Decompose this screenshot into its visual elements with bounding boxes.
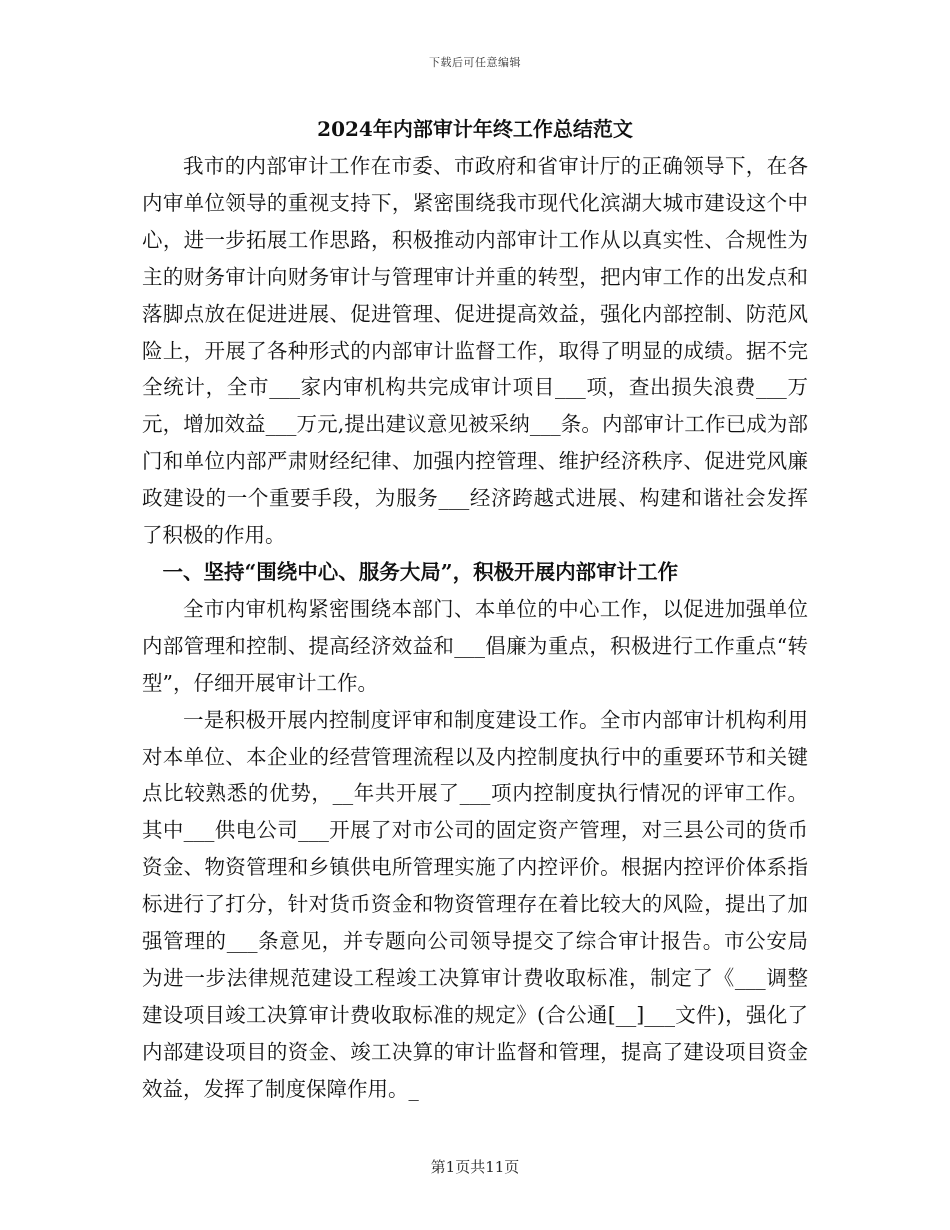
section-1-paragraph-1: 全市内审机构紧密围绕本部门、本单位的中心工作，以促进加强单位内部管理和控制、提高经济效益和___倡廉为重点，积极进行工作重点“转型”，仔细开展审计工作。 [142,596,808,695]
section-1-paragraph-2: 一是积极开展内控制度评审和制度建设工作。全市内部审计机构利用对本单位、本企业的经营管理流程以及内控制度执行中的重要环节和关键点比较熟悉的优势，__年共开展了___项内控制度执行情况的评审工作。其中___供电公司___开展了对市公司的固定资产管理，对三县公司的货币资金、物资管理和乡镇供电所管理实施了内控评价。根据内控评价体系指标进行了打分，针对货币资金和物资管理存在着比较大的风险，提出了加强管理的___条意见，并专题向公司领导提交了综合审计报告。市公安局为进一步法律规范建设工程竣工决算审计费收取标准，制定了《___调整建设项目竣工决算审计费收取标准的规定》(合公通[__]___文件)，强化了内部建设项目的资金、竣工决算的审计监督和管理，提高了建设项目资金效益，发挥了制度保障作用。_ [142,707,808,1101]
page-number: 第1页共11页 [430,1158,520,1176]
section-heading-1: 一、坚持“围绕中心、服务大局”，积极开展内部审计工作 [162,559,679,584]
document-title: 2024年内部审计年终工作总结范文 [317,117,633,141]
header-note: 下载后可任意编辑 [429,56,521,69]
document-body [142,148,808,1108]
intro-paragraph: 我市的内部审计工作在市委、市政府和省审计厅的正确领导下，在各内审单位领导的重视支持下，紧密围绕我市现代化滨湖大城市建设这个中心，进一步拓展工作思路，积极推动内部审计工作从以真实性、合规性为主的财务审计向财务审计与管理审计并重的转型，把内审工作的出发点和落脚点放在促进进展、促进管理、促进提高效益，强化内部控制、防范风险上，开展了各种形式的内部审计监督工作，取得了明显的成绩。据不完全统计，全市___家内审机构共完成审计项目___项，查出损失浪费___万元，增加效益___万元,提出建议意见被采纳___条。内部审计工作已成为部门和单位内部严肃财经纪律、加强内控管理、维护经济秩序、促进党风廉政建设的一个重要手段，为服务___经济跨越式进展、构建和谐社会发挥了积极的作用。 [142,154,808,548]
